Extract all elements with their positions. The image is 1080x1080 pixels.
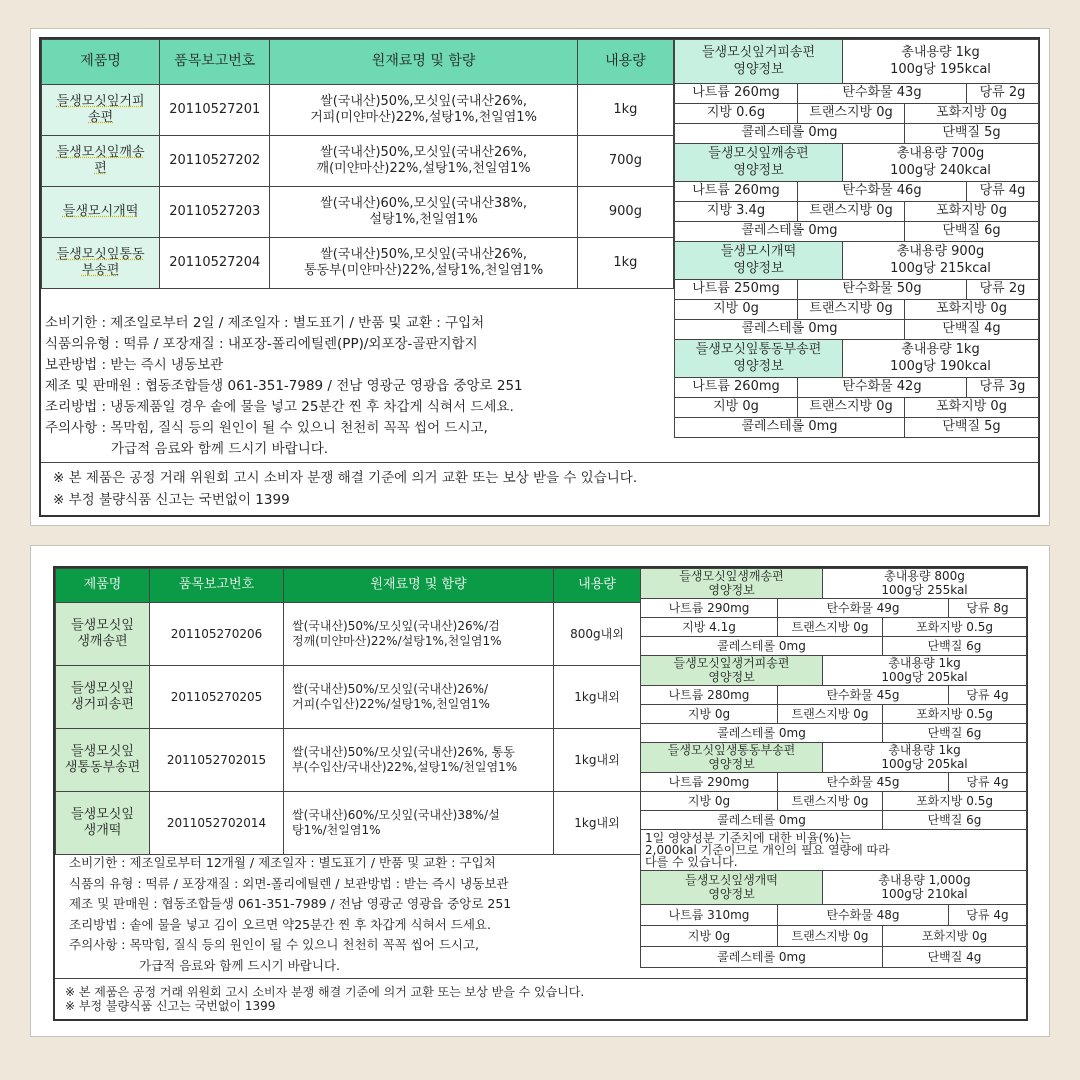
trans-fat: 트랜스지방 0g [778,926,883,947]
protein: 단백질 5g [905,418,1039,438]
trans-fat: 트랜스지방 0g [798,202,905,222]
header-report-number: 품목보고번호 [150,569,284,603]
trans-fat: 트랜스지방 0g [798,300,905,320]
protein: 단백질 4g [905,320,1039,340]
nutrition-total: 총내용량 800g 100g당 255kal [823,569,1027,599]
info-line: 보관방법 : 받는 즉시 냉동보관 [45,357,224,373]
amount: 1kg내외 [554,729,641,792]
report-number: 20110527202 [160,136,270,187]
saturated-fat: 포화지방 0g [905,202,1039,222]
info-line: 주의사항 : 목막힘, 질식 등의 원인이 될 수 있으니 천천히 꼭꼭 씹어 드시고, [45,420,488,436]
table-header-row [42,40,674,85]
nutrition-total: 총내용량 1kg 100g당 190kcal [843,340,1039,378]
sodium: 나트륨 310mg [641,905,778,926]
label-frame-1 [39,37,1040,517]
carbohydrate: 탄수화물 42g [798,378,967,398]
cholesterol: 콜레스테롤 0mg [675,222,905,242]
report-number: 2011052702014 [150,792,284,855]
cholesterol: 콜레스테롤 0mg [641,811,883,830]
header-ingredients: 원재료명 및 함량 [284,569,554,603]
nutrition-title: 들생모싯잎생깨송편 영양정보 [641,569,823,599]
header-amount: 내용량 [577,40,673,85]
table-row [42,238,674,289]
label-panel-2 [30,545,1050,1037]
info-line: 가급적 음료와 함께 드시기 바랍니다. [111,441,329,457]
fat: 지방 0.6g [675,104,798,124]
protein: 단백질 6g [883,724,1027,743]
product-table-2 [55,568,641,855]
ingredients: 쌀(국내산)50%/모싯잎(국내산)26%, 통동 부(수입산/국내산)22%,설탕1%/천일염1% [284,729,554,792]
protein: 단백질 4g [883,947,1027,968]
product-table-1 [41,39,674,289]
notice-line: ※ 본 제품은 공정 거래 위원회 고시 소비자 분쟁 해결 기준에 의거 교환 또는 보상 받을 수 있습니다. [65,985,585,999]
sugar: 당류 2g [967,280,1039,300]
info-line: 가급적 음료와 함께 드시기 바랍니다. [139,957,340,973]
fat: 지방 0g [675,300,798,320]
product-name: 들생모싯잎통동부송편 [42,238,160,289]
notice-line: ※ 부정 불량식품 신고는 국번없이 1399 [65,999,276,1013]
header-amount: 내용량 [554,569,641,603]
sodium: 나트륨 260mg [675,84,798,104]
protein: 단백질 6g [883,637,1027,656]
nutrition-total: 총내용량 1kg 100g당 205kal [823,743,1027,773]
table-row [56,729,641,792]
info-line: 소비기한 : 제조일로부터 2일 / 제조일자 : 별도표기 / 반품 및 교환 : 구입처 [45,315,485,331]
amount: 800g내외 [554,603,641,666]
product-name: 들생모싯잎거피송편 [42,85,160,136]
cholesterol: 콜레스테롤 0mg [675,418,905,438]
table-row [56,792,641,855]
amount: 900g [577,187,673,238]
info-line: 제조 및 판매원 : 협동조합들생 061-351-7989 / 전남 영광군 영광읍 중앙로 251 [69,896,512,911]
trans-fat: 트랜스지방 0g [798,398,905,418]
info-line: 조리방법 : 냉동제품일 경우 솥에 물을 넣고 25분간 찐 후 차갑게 식혀서 드세요. [45,399,514,415]
sugar: 당류 2g [967,84,1039,104]
saturated-fat: 포화지방 0.5g [883,705,1027,724]
trans-fat: 트랜스지방 0g [778,618,883,637]
nutrition-title: 들생모싯잎생거피송편 영양정보 [641,656,823,686]
saturated-fat: 포화지방 0g [883,926,1027,947]
report-number: 20110527201 [160,85,270,136]
sugar: 당류 8g [949,599,1027,618]
sodium: 나트륨 280mg [641,686,778,705]
product-info-block [69,853,639,976]
saturated-fat: 포화지방 0.5g [883,792,1027,811]
info-line: 식품의유형 : 떡류 / 포장재질 : 내포장-폴리에틸렌(PP)/외포장-골판지합지 [45,336,478,352]
nutrition-title: 들생모싯잎생통동부송편 영양정보 [641,743,823,773]
product-name: 들생모싯잎 생통동부송편 [56,729,150,792]
report-number: 201105270206 [150,603,284,666]
product-name: 들생모싯잎 생개떡 [56,792,150,855]
footer-notice-1 [41,462,1038,515]
nutrition-title: 들생모싯잎통동부송편 영양정보 [675,340,843,378]
sodium: 나트륨 290mg [641,773,778,792]
saturated-fat: 포화지방 0g [905,300,1039,320]
fat: 지방 0g [641,926,778,947]
carbohydrate: 탄수화물 43g [798,84,967,104]
product-name: 들생모싯잎 생깨송편 [56,603,150,666]
nutrition-table-2 [640,568,1027,968]
header-ingredients: 원재료명 및 함량 [270,40,577,85]
trans-fat: 트랜스지방 0g [778,705,883,724]
sugar: 당류 3g [967,378,1039,398]
product-info-block [45,313,670,460]
amount: 1kg [577,85,673,136]
nutrition-title: 들생모싯잎거피송편 영양정보 [675,40,843,84]
nutrition-total: 총내용량 1kg 100g당 195kcal [843,40,1039,84]
notice-line: ※ 부정 불량식품 신고는 국번없이 1399 [53,492,290,508]
label-frame-2 [53,566,1028,1021]
carbohydrate: 탄수화물 45g [778,686,949,705]
trans-fat: 트랜스지방 0g [798,104,905,124]
table-header-row [56,569,641,603]
product-name: 들생모시개떡 [42,187,160,238]
table-row [42,187,674,238]
sodium: 나트륨 290mg [641,599,778,618]
cholesterol: 콜레스테롤 0mg [675,124,905,144]
nutrition-total: 총내용량 1kg 100g당 205kal [823,656,1027,686]
nutrition-total: 총내용량 900g 100g당 215kcal [843,242,1039,280]
ingredients: 쌀(국내산)50%/모싯잎(국내산)26%/검 정깨(미얀마산)22%/설탕1%,천일염1% [284,603,554,666]
daily-value-note: 1일 영양성분 기준치에 대한 비율(%)는 2,000kal 기준이므로 개인의 필요 열량에 따라 다를 수 있습니다. [641,830,1027,871]
carbohydrate: 탄수화물 45g [778,773,949,792]
table-row [56,666,641,729]
cholesterol: 콜레스테롤 0mg [641,637,883,656]
ingredients: 쌀(국내산)50%,모싯잎(국내산26%, 통동부(미얀마산)22%,설탕1%,천일염1% [270,238,577,289]
nutrition-title: 들생모싯잎생개떡 영양정보 [641,871,823,905]
ingredients: 쌀(국내산)50%,모싯잎(국내산26%, 거피(미얀마산)22%,설탕1%,천일염1% [270,85,577,136]
nutrition-title: 들생모싯잎깨송편 영양정보 [675,144,843,182]
label-panel-1 [30,28,1050,526]
table-row [42,85,674,136]
product-name: 들생모싯잎깨송편 [42,136,160,187]
fat: 지방 4.1g [641,618,778,637]
report-number: 201105270205 [150,666,284,729]
footer-notice-2 [55,978,1026,1019]
table-row [56,603,641,666]
saturated-fat: 포화지방 0.5g [883,618,1027,637]
notice-line: ※ 본 제품은 공정 거래 위원회 고시 소비자 분쟁 해결 기준에 의거 교환 또는 보상 받을 수 있습니다. [53,470,638,486]
nutrition-total: 총내용량 1,000g 100g당 210kal [823,871,1027,905]
amount: 700g [577,136,673,187]
header-report-number: 품목보고번호 [160,40,270,85]
sodium: 나트륨 250mg [675,280,798,300]
fat: 지방 3.4g [675,202,798,222]
cholesterol: 콜레스테롤 0mg [675,320,905,340]
info-line: 조리방법 : 솥에 물을 넣고 김이 오르면 약25분간 찐 후 차갑게 식혀서 드세요. [69,916,491,932]
carbohydrate: 탄수화물 48g [778,905,949,926]
carbohydrate: 탄수화물 46g [798,182,967,202]
amount: 1kg [577,238,673,289]
protein: 단백질 6g [883,811,1027,830]
protein: 단백질 6g [905,222,1039,242]
info-line: 제조 및 판매원 : 협동조합들생 061-351-7989 / 전남 영광군 영광읍 중앙로 251 [45,378,523,394]
cholesterol: 콜레스테롤 0mg [641,724,883,743]
sugar: 당류 4g [949,773,1027,792]
nutrition-title: 들생모시개떡 영양정보 [675,242,843,280]
fat: 지방 0g [641,792,778,811]
amount: 1kg내외 [554,666,641,729]
ingredients: 쌀(국내산)50%/모싯잎(국내산)26%/ 거피(수입산)22%/설탕1%,천일염1% [284,666,554,729]
saturated-fat: 포화지방 0g [905,398,1039,418]
carbohydrate: 탄수화물 50g [798,280,967,300]
report-number: 20110527203 [160,187,270,238]
trans-fat: 트랜스지방 0g [778,792,883,811]
info-line: 소비기한 : 제조일로부터 12개월 / 제조일자 : 별도표기 / 반품 및 교환 : 구입처 [69,855,496,870]
product-name: 들생모싯잎 생거피송편 [56,666,150,729]
sodium: 나트륨 260mg [675,182,798,202]
cholesterol: 콜레스테롤 0mg [641,947,883,968]
sugar: 당류 4g [949,686,1027,705]
table-row [42,136,674,187]
fat: 지방 0g [641,705,778,724]
header-product-name: 제품명 [56,569,150,603]
sodium: 나트륨 260mg [675,378,798,398]
ingredients: 쌀(국내산)60%,모싯잎(국내산38%, 설탕1%,천일염1% [270,187,577,238]
info-line: 주의사항 : 목막힘, 질식 등의 원인이 될 수 있으니 천천히 꼭꼭 씹어 드시고, [69,937,480,952]
info-line: 식품의 유형 : 떡류 / 포장재질 : 외면-폴리에틸렌 / 보관방법 : 받는 즉시 냉동보관 [69,875,509,891]
report-number: 20110527204 [160,238,270,289]
report-number: 2011052702015 [150,729,284,792]
header-product-name: 제품명 [42,40,160,85]
nutrition-total: 총내용량 700g 100g당 240kcal [843,144,1039,182]
fat: 지방 0g [675,398,798,418]
protein: 단백질 5g [905,124,1039,144]
amount: 1kg내외 [554,792,641,855]
saturated-fat: 포화지방 0g [905,104,1039,124]
ingredients: 쌀(국내산)50%,모싯잎(국내산26%, 깨(미얀마산)22%,설탕1%,천일염1% [270,136,577,187]
sugar: 당류 4g [967,182,1039,202]
sugar: 당류 4g [949,905,1027,926]
ingredients: 쌀(국내산)60%/모싯잎(국내산)38%/설 탕1%/천일염1% [284,792,554,855]
carbohydrate: 탄수화물 49g [778,599,949,618]
nutrition-table-1 [674,39,1039,438]
